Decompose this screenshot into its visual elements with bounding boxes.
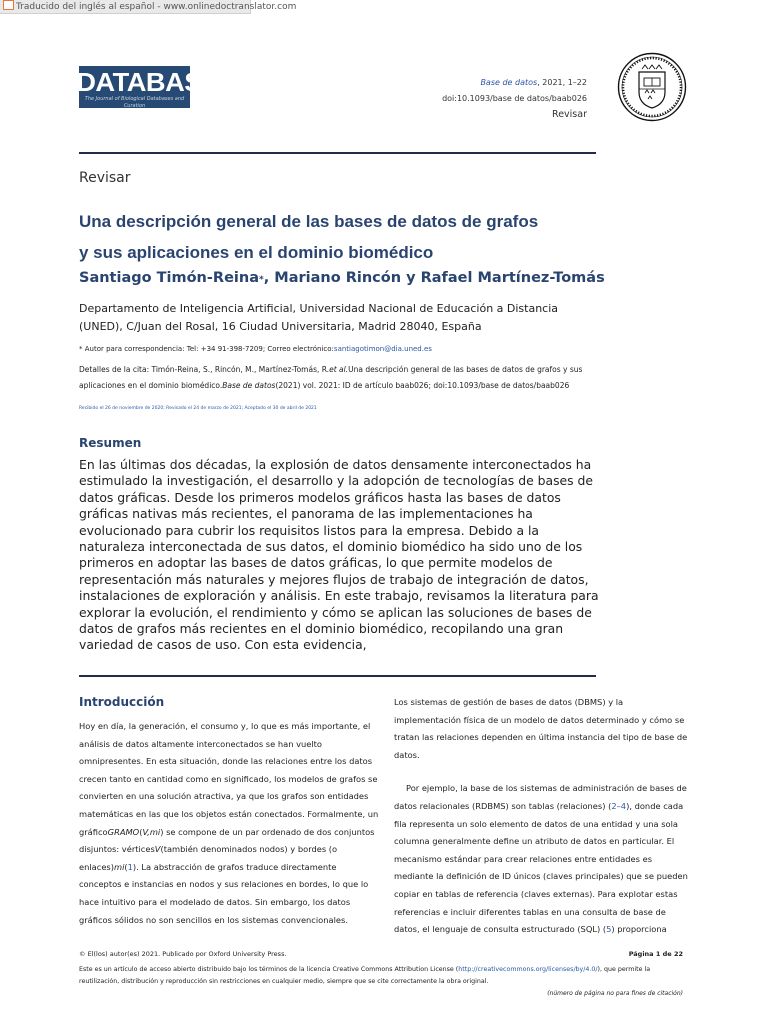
journal-year-pages: , 2021, 1–22 xyxy=(537,78,587,87)
author-first: Santiago Timón-Reina xyxy=(79,270,259,286)
citation-journal: Base de datos xyxy=(222,381,276,390)
p1-text-e: ( xyxy=(124,861,128,872)
citation-etal: et al. xyxy=(329,365,349,374)
reference-link-1[interactable]: 1 xyxy=(127,861,133,872)
article-kicker: Revisar xyxy=(79,170,131,186)
reference-link-2-4[interactable]: 2–4 xyxy=(611,800,627,811)
journal-name[interactable]: Base de datos xyxy=(480,78,538,87)
received-dates: Recibido el 26 de noviembre de 2020; Revisado el 24 de marzo de 2021; Aceptado el 30 de abril de 2021 xyxy=(79,406,317,411)
p3-text-b: ), donde cada fila representa un solo elemento de datos de una entidad y una sola columna generalmente define un atributo de datos en particular. El mecanismo estándar para crear relaciones entre entidades es mediante la definición de ID únicos (claves principales) que se pueden copiar en tablas de referencia (claves externas). Para explotar estas referencias e incluir diferentes tablas en una consulta de base de datos, el lenguaje de consulta estructurado (SQL) ( xyxy=(394,800,688,935)
corresponding-star: * xyxy=(258,275,264,285)
intro-paragraph-1 xyxy=(79,718,379,929)
citation-volume: (2021) vol. 2021: ID de artículo baab026; doi:10.1093/base de datos/baab026 xyxy=(275,381,570,390)
citation-authors: Detalles de la cita: Timón-Reina, S., Rincón, M., Martínez-Tomás, R. xyxy=(79,365,330,374)
correspondence-label: * Autor para correspondencia: Tel: +34 91-398-7209; Correo electrónico: xyxy=(79,345,334,353)
license-text-a: Este es un artículo de acceso abierto distribuido bajo los términos de la licencia Creative Commons Attribution License ( xyxy=(79,966,459,973)
p3-text-a: Por ejemplo, la base de los sistemas de administración de bases de datos relacionales (RDBMS) son tablas (relaciones) ( xyxy=(394,783,687,811)
affiliation: Departamento de Inteligencia Artificial, Universidad Nacional de Educación a Distancia (UNED), C/Juan del Rosal, 16 Ciudad Universitaria, Madrid 28040, España xyxy=(79,302,559,333)
page-number-note: (número de página no para fines de citación) xyxy=(547,990,683,997)
intro-paragraph-3 xyxy=(394,780,690,938)
license-link[interactable]: http://creativecommons.org/licenses/by/4.0/ xyxy=(458,966,598,973)
logo-wordmark: DATABASE xyxy=(76,67,220,97)
correspondence xyxy=(79,345,432,353)
p1-symbol-ve: V,mi xyxy=(142,826,161,837)
abstract-rule xyxy=(79,675,596,677)
intro-heading: Introducción xyxy=(79,695,165,709)
intro-paragraph-2: Los sistemas de gestión de bases de datos (DBMS) y la implementación física de un modelo de datos determinado y cómo se tratan las relaciones dependen en última instancia del tipo de base de datos. xyxy=(394,697,688,760)
license-text-b: ), que permite la reutilización, distribución y reproducción sin restricciones en cualquier medio, siempre que se cite correctamente la obra original. xyxy=(79,966,651,985)
p1-symbol-v: V xyxy=(154,844,161,855)
article-title xyxy=(79,206,579,268)
p1-symbol-e: mi xyxy=(113,861,125,872)
p1-text-f: ). La abstracción de grafos traduce directamente conceptos e instancias en nodos y sus relaciones en bordes, lo que lo hace intuitivo para el modelado de datos. Sin embargo, los datos gráficos sólidos no son sencillos en los sistemas convencionales. xyxy=(79,861,369,925)
page-number: Página 1 de 22 xyxy=(628,950,683,958)
correspondence-email-link[interactable]: santiagotimon@dia.uned.es xyxy=(333,345,432,353)
citation-header xyxy=(442,75,587,123)
header-rule xyxy=(79,152,596,154)
citation-details xyxy=(79,362,599,394)
p1-symbol-g: GRAMO xyxy=(107,826,140,837)
abstract-text: En las últimas dos décadas, la explosión de datos densamente interconectados ha estimulado la investigación, el desarrollo y la adopción de tecnologías de bases de datos gráficas. Desde los primeros modelos gráficos hasta las bases de datos gráficas nativas más recientes, el panorama de las implementaciones ha evolucionado para cubrir los requisitos listos para la empresa. Debido a la naturaleza interconectada de sus datos, el dominio biomédico ha sido uno de los primeros en adoptar las bases de datos gráficas, lo que permite modelos de representación más naturales y mejores flujos de trabajo de integración de datos, instalaciones de exploración y análisis. En este trabajo, revisamos la literatura para explorar la evolución, el rendimiento y cómo se aplican las soluciones de bases de datos de grafos más recientes en el dominio biomédico, recopilando una gran variedad de casos de uso. Con esta evidencia, xyxy=(79,457,599,653)
citation-title: Una descripción general de las bases de datos de grafos y sus aplicaciones en el dominio biomédico. xyxy=(79,365,583,390)
p3-text-c: ) proporciona xyxy=(611,924,667,935)
intro-column-left xyxy=(79,718,379,929)
university-seal-icon xyxy=(617,52,687,122)
p1-text-a: Hoy en día, la generación, el consumo y, lo que es más importante, el análisis de datos altamente interconectados se han vuelto omnipresentes. En esta situación, donde las relaciones entre los datos crecen tanto en cantidad como en significado, los modelos de grafos se convierten en una solución atractiva, ya que los grafos son entidades matemáticas en las que los objetos están conectados. Formalmente, un gráfico xyxy=(79,721,379,837)
author-rest: , Mariano Rincón y Rafael Martínez-Tomás xyxy=(263,270,605,286)
intro-column-right xyxy=(394,694,690,939)
title-line-1: Una descripción general de las bases de datos de grafos xyxy=(79,212,539,231)
p1-text-d: (también denominados nodos) y bordes (o enlaces) xyxy=(79,844,338,872)
p1-text-c: ) se compone de un par ordenado de dos conjuntos disjuntos: vértices xyxy=(79,826,375,855)
copyright-line: © El(los) autor(es) 2021. Publicado por Oxford University Press. xyxy=(79,950,287,958)
author-list xyxy=(79,270,605,286)
license-text xyxy=(79,964,691,987)
translator-bar[interactable] xyxy=(0,0,297,14)
abstract-heading: Resumen xyxy=(79,436,142,450)
reference-link-5[interactable]: 5 xyxy=(606,924,612,935)
p1-text-b: ( xyxy=(139,826,143,837)
doi-text: doi:10.1093/base de datos/baab026 xyxy=(442,94,587,103)
title-line-2: y sus aplicaciones en el dominio biomédico xyxy=(79,243,434,262)
logo-tagline: The Journal of Biological Databases and Curation xyxy=(84,96,185,109)
translate-icon xyxy=(3,0,14,10)
article-type: Revisar xyxy=(552,109,587,120)
journal-logo xyxy=(76,66,220,109)
translator-bar-text: Traducido del inglés al español - www.onlinedoctranslator.com xyxy=(16,2,297,12)
